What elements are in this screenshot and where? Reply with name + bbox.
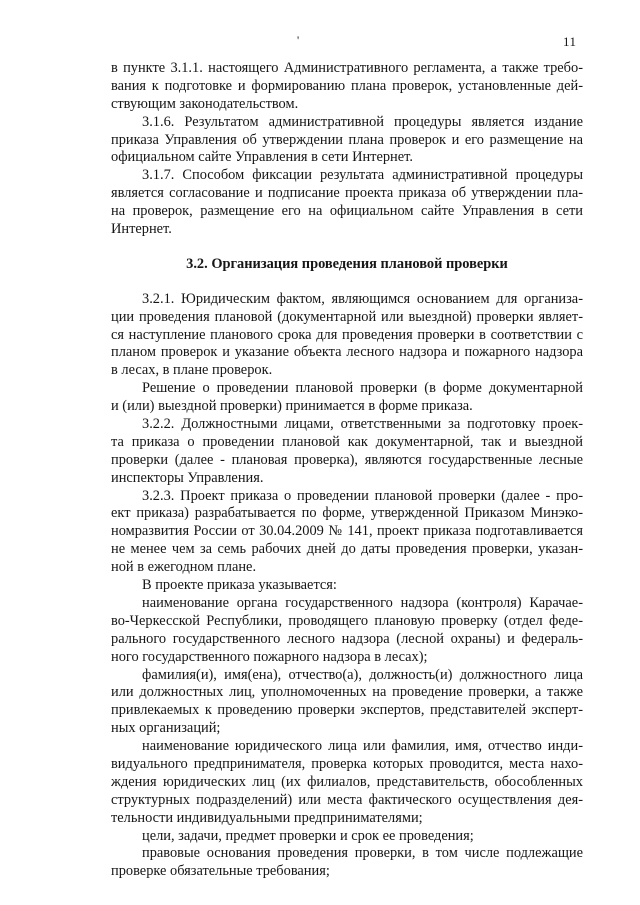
text-line: номразвития России от 30.04.2009 № 141, проект приказа подготавливается	[111, 523, 583, 540]
page-number: 11	[563, 34, 577, 49]
text-line: ной в ежегодном плане.	[111, 559, 257, 576]
text-line: ект приказа) разрабатывается по форме, утвержденной Приказом Минэко-	[111, 505, 583, 522]
text-line: планом проверок и указание объекта лесного надзора и пожарного надзора	[111, 344, 583, 361]
section-3-1-continuation	[111, 60, 583, 239]
text-line: структурных подразделений) или места фактического осуществления дея-	[111, 791, 583, 808]
text-line: или должностных лиц, уполномоченных на проведение проверки, а также	[111, 684, 583, 701]
text-line: В проекте приказа указывается:	[142, 577, 337, 594]
text-line: ся наступление планового срока для проведения проверки в соответствии с	[111, 326, 583, 343]
text-line: та приказа о проведении плановой как документарной, так и выездной	[111, 433, 583, 450]
text-line: 3.1.6. Результатом административной процедуры является издание	[142, 113, 583, 130]
text-line: проверки (далее - плановая проверка), являются государственные лесные	[111, 451, 583, 468]
document-body	[111, 60, 583, 881]
text-line: проверке обязательные требования;	[111, 863, 330, 880]
text-line: и (или) выездной проверки) принимается в форме приказа.	[111, 398, 473, 415]
text-line: рального государственного лесного надзора (лесной охраны) и федераль-	[111, 630, 583, 647]
text-line: является согласование и подписание проекта приказа об утверждении пла-	[111, 185, 583, 202]
text-line: фамилия(и), имя(ена), отчество(а), должность(и) должностного лица	[142, 666, 583, 683]
text-line: видуального предпринимателя, проверка которых проводится, места нахо-	[111, 755, 583, 772]
text-line: наименование юридического лица или фамилия, имя, отчество инди-	[142, 738, 583, 755]
text-line: на проверок, размещение его на официальном сайте Управления в сети	[111, 203, 583, 220]
text-line: 3.2.2. Должностными лицами, ответственными за подготовку проек-	[142, 416, 583, 433]
text-line: привлекаемых к проведению проверки экспертов, представителей эксперт-	[111, 702, 583, 719]
text-line: ного государственного пожарного надзора в лесах);	[111, 648, 428, 665]
text-line: приказа Управления об утверждении плана проверок и его размещение на	[111, 131, 583, 148]
section-heading: 3.2. Организация проведения плановой проверки	[186, 255, 508, 272]
text-line: в пункте 3.1.1. настоящего Административного регламента, а также требо-	[111, 60, 583, 76]
text-line: правовые основания проведения проверки, в том числе подлежащие	[142, 845, 583, 862]
text-line: 3.2.3. Проект приказа о проведении плановой проверки (далее - про-	[142, 487, 583, 504]
text-line: во-Черкесской Республики, проводящего плановую проверку (отдел феде-	[111, 612, 583, 629]
text-line: не менее чем за семь рабочих дней до даты проведения проверки, указан-	[111, 541, 583, 558]
text-line: цели, задачи, предмет проверки и срок ее проведения;	[142, 827, 474, 844]
text-line: ных организаций;	[111, 720, 221, 737]
text-line: тельности индивидуальными предпринимателями;	[111, 809, 423, 826]
text-line: вания к подготовке и формированию плана проверок, установленные дей-	[111, 77, 583, 94]
text-line: ции проведения плановой (документарной или выездной) проверки являет-	[111, 308, 583, 325]
text-line: Интернет.	[111, 221, 172, 238]
text-line: наименование органа государственного надзора (контроля) Карачае-	[142, 594, 583, 611]
text-line: официальном сайте Управления в сети Интернет.	[111, 149, 413, 166]
text-line: инспекторы Управления.	[111, 469, 264, 486]
text-line: 3.2.1. Юридическим фактом, являющимся основанием для организа-	[142, 290, 583, 307]
text-line: в лесах, в плане проверок.	[111, 362, 273, 379]
text-line: 3.1.7. Способом фиксации результата административной процедуры	[142, 167, 583, 184]
text-line: ствующим законодательством.	[111, 95, 299, 112]
text-line: Решение о проведении плановой проверки (в форме документарной	[142, 380, 583, 397]
text-line: ждения юридических лиц (их филиалов, представительств, обособленных	[111, 773, 583, 790]
section-3-2-body	[111, 291, 583, 881]
top-mark: '	[297, 33, 300, 47]
